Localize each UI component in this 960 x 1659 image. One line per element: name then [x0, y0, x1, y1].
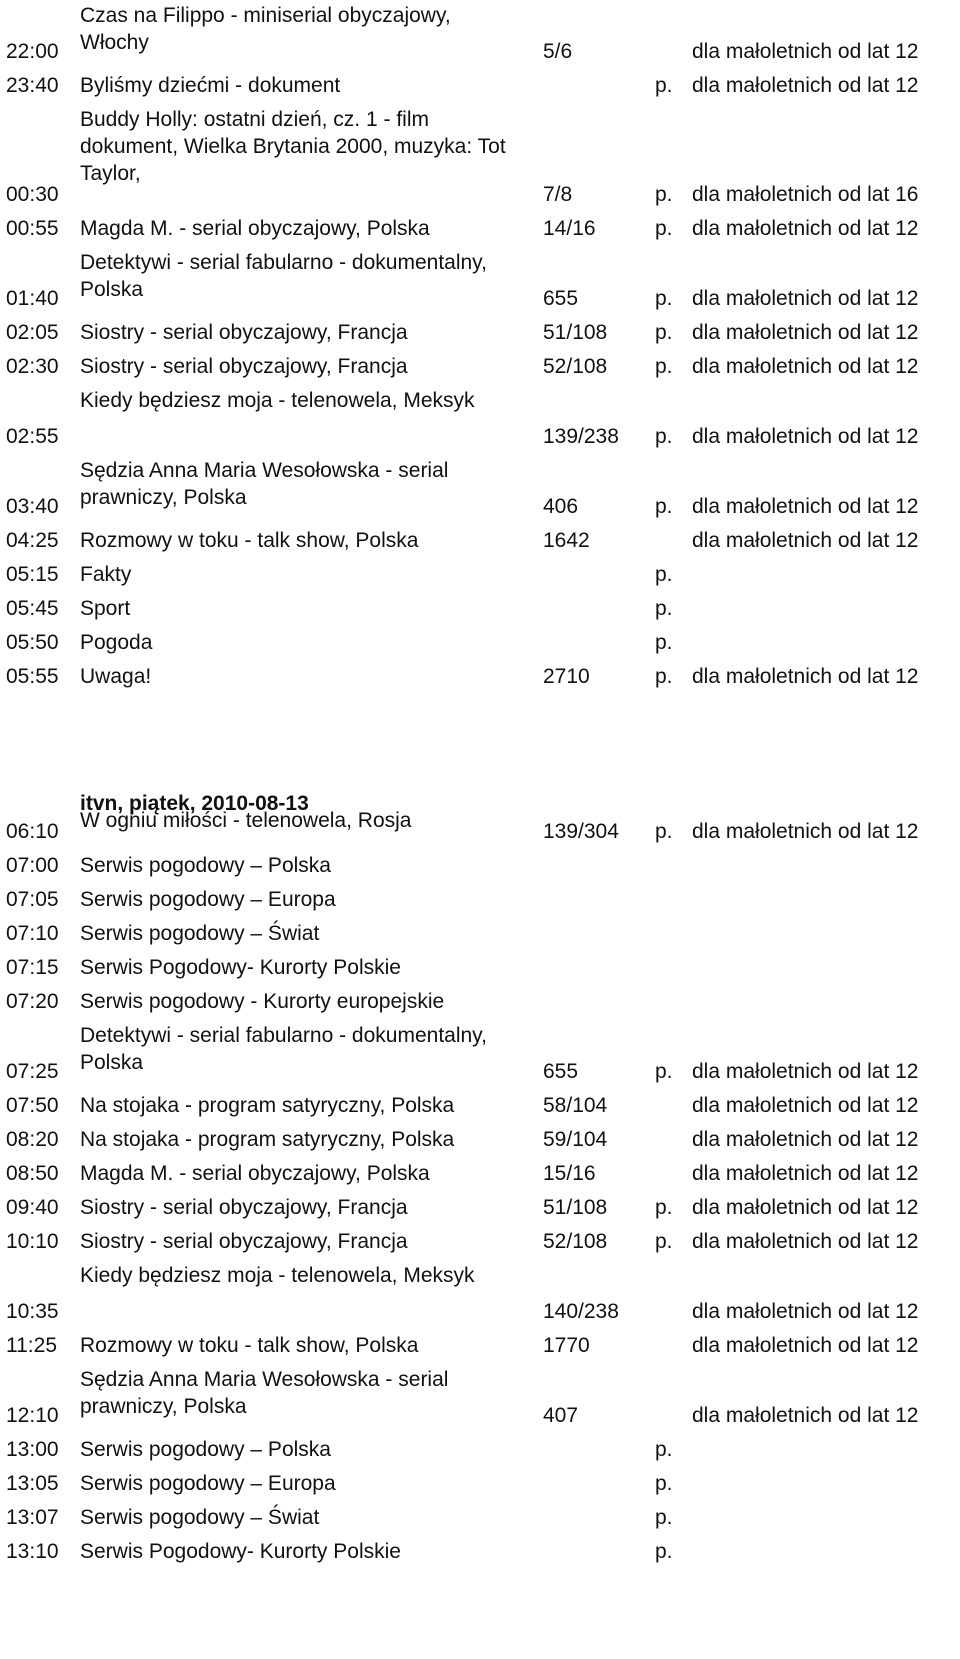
- episode-number: 51/108: [543, 1196, 608, 1219]
- program-time: 13:00: [6, 1438, 59, 1461]
- program-time: 01:40: [6, 287, 59, 310]
- program-title: Pogoda: [80, 631, 153, 654]
- program-time: 10:35: [6, 1300, 59, 1323]
- program-row: [0, 805, 960, 850]
- premiere-marker: p.: [655, 355, 673, 378]
- age-rating: dla małoletnich od lat 12: [692, 665, 919, 688]
- age-rating: dla małoletnich od lat 16: [692, 183, 919, 206]
- episode-number: 59/104: [543, 1128, 608, 1151]
- episode-number: 407: [543, 1404, 579, 1427]
- age-rating: dla małoletnich od lat 12: [692, 1060, 919, 1083]
- program-title: Serwis pogodowy – Świat: [80, 922, 320, 945]
- premiere-marker: p.: [655, 1060, 673, 1083]
- program-row: [0, 661, 960, 695]
- program-row: [0, 593, 960, 627]
- program-time: 23:40: [6, 74, 59, 97]
- age-rating: dla małoletnich od lat 12: [692, 1300, 919, 1323]
- program-title: Serwis pogodowy - Kurorty europejskie: [80, 990, 445, 1013]
- program-row: [0, 351, 960, 385]
- program-time: 13:05: [6, 1472, 59, 1495]
- program-row: [0, 1020, 960, 1090]
- program-title: Serwis pogodowy – Polska: [80, 1438, 331, 1461]
- program-row: [0, 1226, 960, 1260]
- episode-number: 15/16: [543, 1162, 596, 1185]
- episode-number: 7/8: [543, 183, 573, 206]
- age-rating: dla małoletnich od lat 12: [692, 529, 919, 552]
- age-rating: dla małoletnich od lat 12: [692, 495, 919, 518]
- program-row: [0, 1124, 960, 1158]
- program-title: Kiedy będziesz moja - telenowela, Meksyk: [80, 1264, 475, 1287]
- episode-number: 139/304: [543, 820, 619, 843]
- age-rating: dla małoletnich od lat 12: [692, 425, 919, 448]
- episode-number: 1770: [543, 1334, 590, 1357]
- program-time: 02:55: [6, 425, 59, 448]
- program-title: Rozmowy w toku - talk show, Polska: [80, 1334, 419, 1357]
- premiere-marker: p.: [655, 425, 673, 448]
- program-title: Siostry - serial obyczajowy, Francja: [80, 355, 408, 378]
- program-row: [0, 559, 960, 593]
- program-time: 00:30: [6, 183, 59, 206]
- program-title: Rozmowy w toku - talk show, Polska: [80, 529, 419, 552]
- premiere-marker: p.: [655, 563, 673, 586]
- program-time: 13:10: [6, 1540, 59, 1563]
- program-row: [0, 1330, 960, 1364]
- program-time: 08:50: [6, 1162, 59, 1185]
- premiere-marker: p.: [655, 183, 673, 206]
- episode-number: 139/238: [543, 425, 619, 448]
- episode-number: 52/108: [543, 355, 608, 378]
- age-rating: dla małoletnich od lat 12: [692, 287, 919, 310]
- program-row: [0, 1090, 960, 1124]
- premiere-marker: p.: [655, 597, 673, 620]
- program-title: Na stojaka - program satyryczny, Polska: [80, 1094, 455, 1117]
- program-row: [0, 986, 960, 1020]
- age-rating: dla małoletnich od lat 12: [692, 74, 919, 97]
- program-title: Serwis pogodowy – Europa: [80, 888, 336, 911]
- program-time: 07:00: [6, 854, 59, 877]
- program-title: Fakty: [80, 563, 132, 586]
- premiere-marker: p.: [655, 820, 673, 843]
- program-title: Siostry - serial obyczajowy, Francja: [80, 1196, 408, 1219]
- premiere-marker: p.: [655, 1230, 673, 1253]
- program-time: 07:25: [6, 1060, 59, 1083]
- program-title: Magda M. - serial obyczajowy, Polska: [80, 1162, 430, 1185]
- program-title: Sędzia Anna Maria Wesołowska - serial prawniczy, Polska: [80, 459, 449, 509]
- program-title: Magda M. - serial obyczajowy, Polska: [80, 217, 430, 240]
- episode-number: 140/238: [543, 1300, 619, 1323]
- program-time: 22:00: [6, 40, 59, 63]
- premiere-marker: p.: [655, 1438, 673, 1461]
- program-title: Siostry - serial obyczajowy, Francja: [80, 321, 408, 344]
- program-title: Na stojaka - program satyryczny, Polska: [80, 1128, 455, 1151]
- program-row: [0, 385, 960, 455]
- program-row: [0, 247, 960, 317]
- age-rating: dla małoletnich od lat 12: [692, 355, 919, 378]
- program-row: [0, 104, 960, 213]
- premiere-marker: p.: [655, 1472, 673, 1495]
- premiere-marker: p.: [655, 631, 673, 654]
- program-title: W ogniu miłości - telenowela, Rosja: [80, 809, 412, 832]
- episode-number: 1642: [543, 529, 590, 552]
- program-title: Buddy Holly: ostatni dzień, cz. 1 - film dokument, Wielka Brytania 2000, muzyka: Tot Taylor,: [80, 108, 506, 185]
- program-time: 05:15: [6, 563, 59, 586]
- program-time: 07:05: [6, 888, 59, 911]
- program-row: [0, 1468, 960, 1502]
- program-time: 09:40: [6, 1196, 59, 1219]
- age-rating: dla małoletnich od lat 12: [692, 217, 919, 240]
- program-title: Uwaga!: [80, 665, 152, 688]
- program-title: Sport: [80, 597, 131, 620]
- episode-number: 58/104: [543, 1094, 608, 1117]
- program-title: Czas na Filippo - miniserial obyczajowy, Włochy: [80, 4, 451, 54]
- episode-number: 5/6: [543, 40, 573, 63]
- program-row: [0, 525, 960, 559]
- premiere-marker: p.: [655, 1506, 673, 1529]
- program-title: Serwis Pogodowy- Kurorty Polskie: [80, 956, 401, 979]
- premiere-marker: p.: [655, 217, 673, 240]
- age-rating: dla małoletnich od lat 12: [692, 1094, 919, 1117]
- program-row: [0, 884, 960, 918]
- program-row: [0, 1364, 960, 1434]
- program-title: Sędzia Anna Maria Wesołowska - serial prawniczy, Polska: [80, 1368, 449, 1418]
- premiere-marker: p.: [655, 1196, 673, 1219]
- program-row: [0, 952, 960, 986]
- schedule-section-1: [0, 0, 960, 695]
- program-title: Byliśmy dziećmi - dokument: [80, 74, 341, 97]
- program-row: [0, 455, 960, 525]
- age-rating: dla małoletnich od lat 12: [692, 1230, 919, 1253]
- program-time: 05:50: [6, 631, 59, 654]
- age-rating: dla małoletnich od lat 12: [692, 1404, 919, 1427]
- premiere-marker: p.: [655, 665, 673, 688]
- program-row: [0, 1434, 960, 1468]
- premiere-marker: p.: [655, 287, 673, 310]
- episode-number: 655: [543, 1060, 579, 1083]
- program-time: 12:10: [6, 1404, 59, 1427]
- age-rating: dla małoletnich od lat 12: [692, 40, 919, 63]
- episode-number: 14/16: [543, 217, 596, 240]
- program-title: Serwis pogodowy – Europa: [80, 1472, 336, 1495]
- program-time: 07:20: [6, 990, 59, 1013]
- program-title: Serwis pogodowy – Świat: [80, 1506, 320, 1529]
- program-row: [0, 1536, 960, 1570]
- program-row: [0, 850, 960, 884]
- program-row: [0, 1192, 960, 1226]
- program-time: 05:45: [6, 597, 59, 620]
- program-title: Serwis pogodowy – Polska: [80, 854, 331, 877]
- episode-number: 406: [543, 495, 579, 518]
- age-rating: dla małoletnich od lat 12: [692, 1334, 919, 1357]
- program-row: [0, 1260, 960, 1330]
- program-row: [0, 1158, 960, 1192]
- program-time: 04:25: [6, 529, 59, 552]
- program-time: 06:10: [6, 820, 59, 843]
- program-title: Detektywi - serial fabularno - dokumentalny, Polska: [80, 251, 487, 301]
- age-rating: dla małoletnich od lat 12: [692, 1162, 919, 1185]
- premiere-marker: p.: [655, 321, 673, 344]
- program-title: Serwis Pogodowy- Kurorty Polskie: [80, 1540, 401, 1563]
- program-time: 02:05: [6, 321, 59, 344]
- premiere-marker: p.: [655, 1540, 673, 1563]
- program-time: 07:10: [6, 922, 59, 945]
- age-rating: dla małoletnich od lat 12: [692, 820, 919, 843]
- episode-number: 51/108: [543, 321, 608, 344]
- age-rating: dla małoletnich od lat 12: [692, 321, 919, 344]
- program-time: 11:25: [6, 1334, 57, 1357]
- program-time: 00:55: [6, 217, 59, 240]
- program-title: Siostry - serial obyczajowy, Francja: [80, 1230, 408, 1253]
- program-time: 13:07: [6, 1506, 59, 1529]
- age-rating: dla małoletnich od lat 12: [692, 1128, 919, 1151]
- program-row: [0, 70, 960, 104]
- program-row: [0, 317, 960, 351]
- program-time: 05:55: [6, 665, 59, 688]
- episode-number: 655: [543, 287, 579, 310]
- program-time: 10:10: [6, 1230, 59, 1253]
- program-row: [0, 213, 960, 247]
- program-row: [0, 918, 960, 952]
- program-time: 07:15: [6, 956, 59, 979]
- program-time: 08:20: [6, 1128, 59, 1151]
- schedule-section-2: [0, 805, 960, 1570]
- program-time: 03:40: [6, 495, 59, 518]
- episode-number: 52/108: [543, 1230, 608, 1253]
- program-title: Kiedy będziesz moja - telenowela, Meksyk: [80, 389, 475, 412]
- episode-number: 2710: [543, 665, 590, 688]
- program-row: [0, 1502, 960, 1536]
- program-title: Detektywi - serial fabularno - dokumentalny, Polska: [80, 1024, 487, 1074]
- age-rating: dla małoletnich od lat 12: [692, 1196, 919, 1219]
- program-row: [0, 0, 960, 70]
- program-row: [0, 627, 960, 661]
- premiere-marker: p.: [655, 495, 673, 518]
- program-time: 02:30: [6, 355, 59, 378]
- program-time: 07:50: [6, 1094, 59, 1117]
- premiere-marker: p.: [655, 74, 673, 97]
- channel-day-heading: itvn, piątek, 2010-08-13: [80, 792, 309, 815]
